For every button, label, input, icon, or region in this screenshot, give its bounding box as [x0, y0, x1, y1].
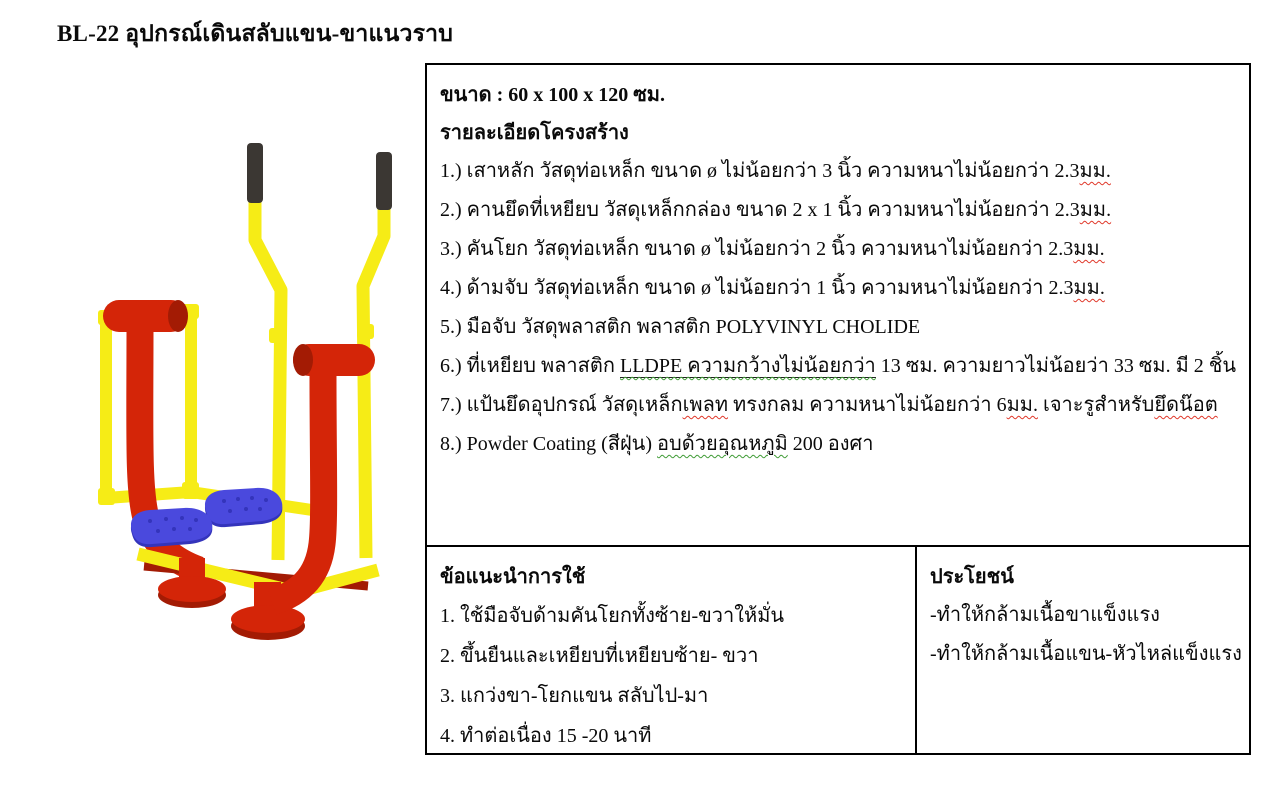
text-segment: 4.) ด้ามจับ วัสดุท่อเหล็ก ขนาด ø ไม่น้อยกว่า 1 นิ้ว ความหนาไม่น้อยกว่า 2.3 — [440, 277, 1074, 299]
product-image — [60, 130, 420, 690]
text-segment: 6.) ที่เหยียบ พลาสติก — [440, 355, 620, 377]
spec-item — [440, 386, 1235, 425]
foot-pedal-left — [131, 508, 212, 547]
text-segment: LLDPE ความกว้างไม่น้อยกว่า — [619, 355, 876, 377]
page-title: BL-22 อุปกรณ์เดินสลับแขน-ขาแนวราบ — [57, 21, 454, 46]
spec-item — [440, 152, 1235, 191]
foot-pedal-right — [205, 488, 282, 527]
text-segment: เจาะรูสำหรับ — [1037, 394, 1155, 416]
text-segment: 200 องศา — [787, 433, 874, 455]
benefit-item-list — [930, 596, 1242, 674]
usage-box — [425, 545, 917, 755]
text-segment: มม. — [1079, 199, 1112, 221]
cylinder-cap — [293, 344, 313, 376]
base-disc — [158, 576, 226, 602]
spec-item — [440, 425, 1235, 464]
benefit-item: -ทำให้กล้ามเนื้อแขน-หัวไหล่แข็งแรง — [930, 643, 1242, 665]
frame-joint — [269, 328, 286, 343]
spec-item — [440, 230, 1235, 269]
cylinder-cap — [168, 300, 188, 332]
text-segment: ยึดน๊อต — [1154, 394, 1218, 416]
benefits-header: ประโยชน์ — [930, 566, 1014, 588]
text-segment: มม. — [1073, 238, 1105, 260]
usage-item-list — [440, 596, 901, 756]
text-segment: มม. — [1079, 160, 1111, 182]
text-segment: 1.) เสาหลัก วัสดุท่อเหล็ก ขนาด ø ไม่น้อยกว่า 3 นิ้ว ความหนาไม่น้อยกว่า 2.3 — [440, 160, 1080, 182]
text-segment: เพลท — [682, 394, 729, 416]
text-segment: 5.) มือจับ วัสดุพลาสติก พลาสติก POLYVINYL CHOLIDE — [440, 316, 921, 338]
text-segment: 8.) Powder Coating (สีฝุ่น) — [440, 433, 658, 455]
spec-item — [440, 269, 1235, 308]
frame-joint — [357, 324, 374, 339]
text-segment: 13 ซม. ความยาวไม่น้อยว่า 33 ซม. มี 2 ชิ้น — [875, 355, 1237, 377]
text-segment: มม. — [1006, 394, 1038, 416]
usage-item: 2. ขึ้นยืนและเหยียบที่เหยียบซ้าย- ขวา — [440, 645, 759, 667]
spec-item-list — [440, 152, 1235, 464]
text-segment: 2.) คานยึดที่เหยียบ วัสดุเหล็กกล่อง ขนาด 2 x 1 นิ้ว ความหนาไม่น้อยกว่า 2.3 — [440, 199, 1080, 221]
text-segment: มม. — [1073, 277, 1105, 299]
spec-item — [440, 347, 1235, 386]
spec-item — [440, 191, 1235, 230]
text-segment: อบด้วยอุณหภูมิ — [657, 433, 788, 455]
spec-details-header: รายละเอียดโครงสร้าง — [440, 122, 629, 144]
benefits-box — [915, 545, 1251, 755]
handle-pole-right — [363, 196, 384, 558]
hand-grip-right — [376, 152, 392, 210]
benefit-item: -ทำให้กล้ามเนื้อขาแข็งแรง — [930, 604, 1160, 626]
usage-item: 3. แกว่งขา-โยกแขน สลับไป-มา — [440, 685, 709, 707]
spec-size: ขนาด : 60 x 100 x 120 ซม. — [440, 84, 665, 106]
spec-box — [425, 63, 1251, 547]
text-segment: 7.) แป้นยึดอุปกรณ์ วัสดุเหล็ก — [440, 394, 683, 416]
text-segment: 3.) คันโยก วัสดุท่อเหล็ก ขนาด ø ไม่น้อยกว่า 2 นิ้ว ความหนาไม่น้อยกว่า 2.3 — [440, 238, 1074, 260]
usage-header: ข้อแนะนำการใช้ — [440, 566, 586, 588]
hand-grip-left — [247, 143, 263, 203]
text-segment: ทรงกลม ความหนาไม่น้อยกว่า 6 — [728, 394, 1007, 416]
usage-item: 1. ใช้มือจับด้ามคันโยกทั้งซ้าย-ขวาให้มั่น — [440, 605, 785, 627]
air-walker-illustration — [60, 130, 420, 690]
base-disc — [231, 605, 305, 633]
spec-item — [440, 308, 1235, 347]
usage-item: 4. ทำต่อเนื่อง 15 -20 นาที — [440, 725, 652, 747]
